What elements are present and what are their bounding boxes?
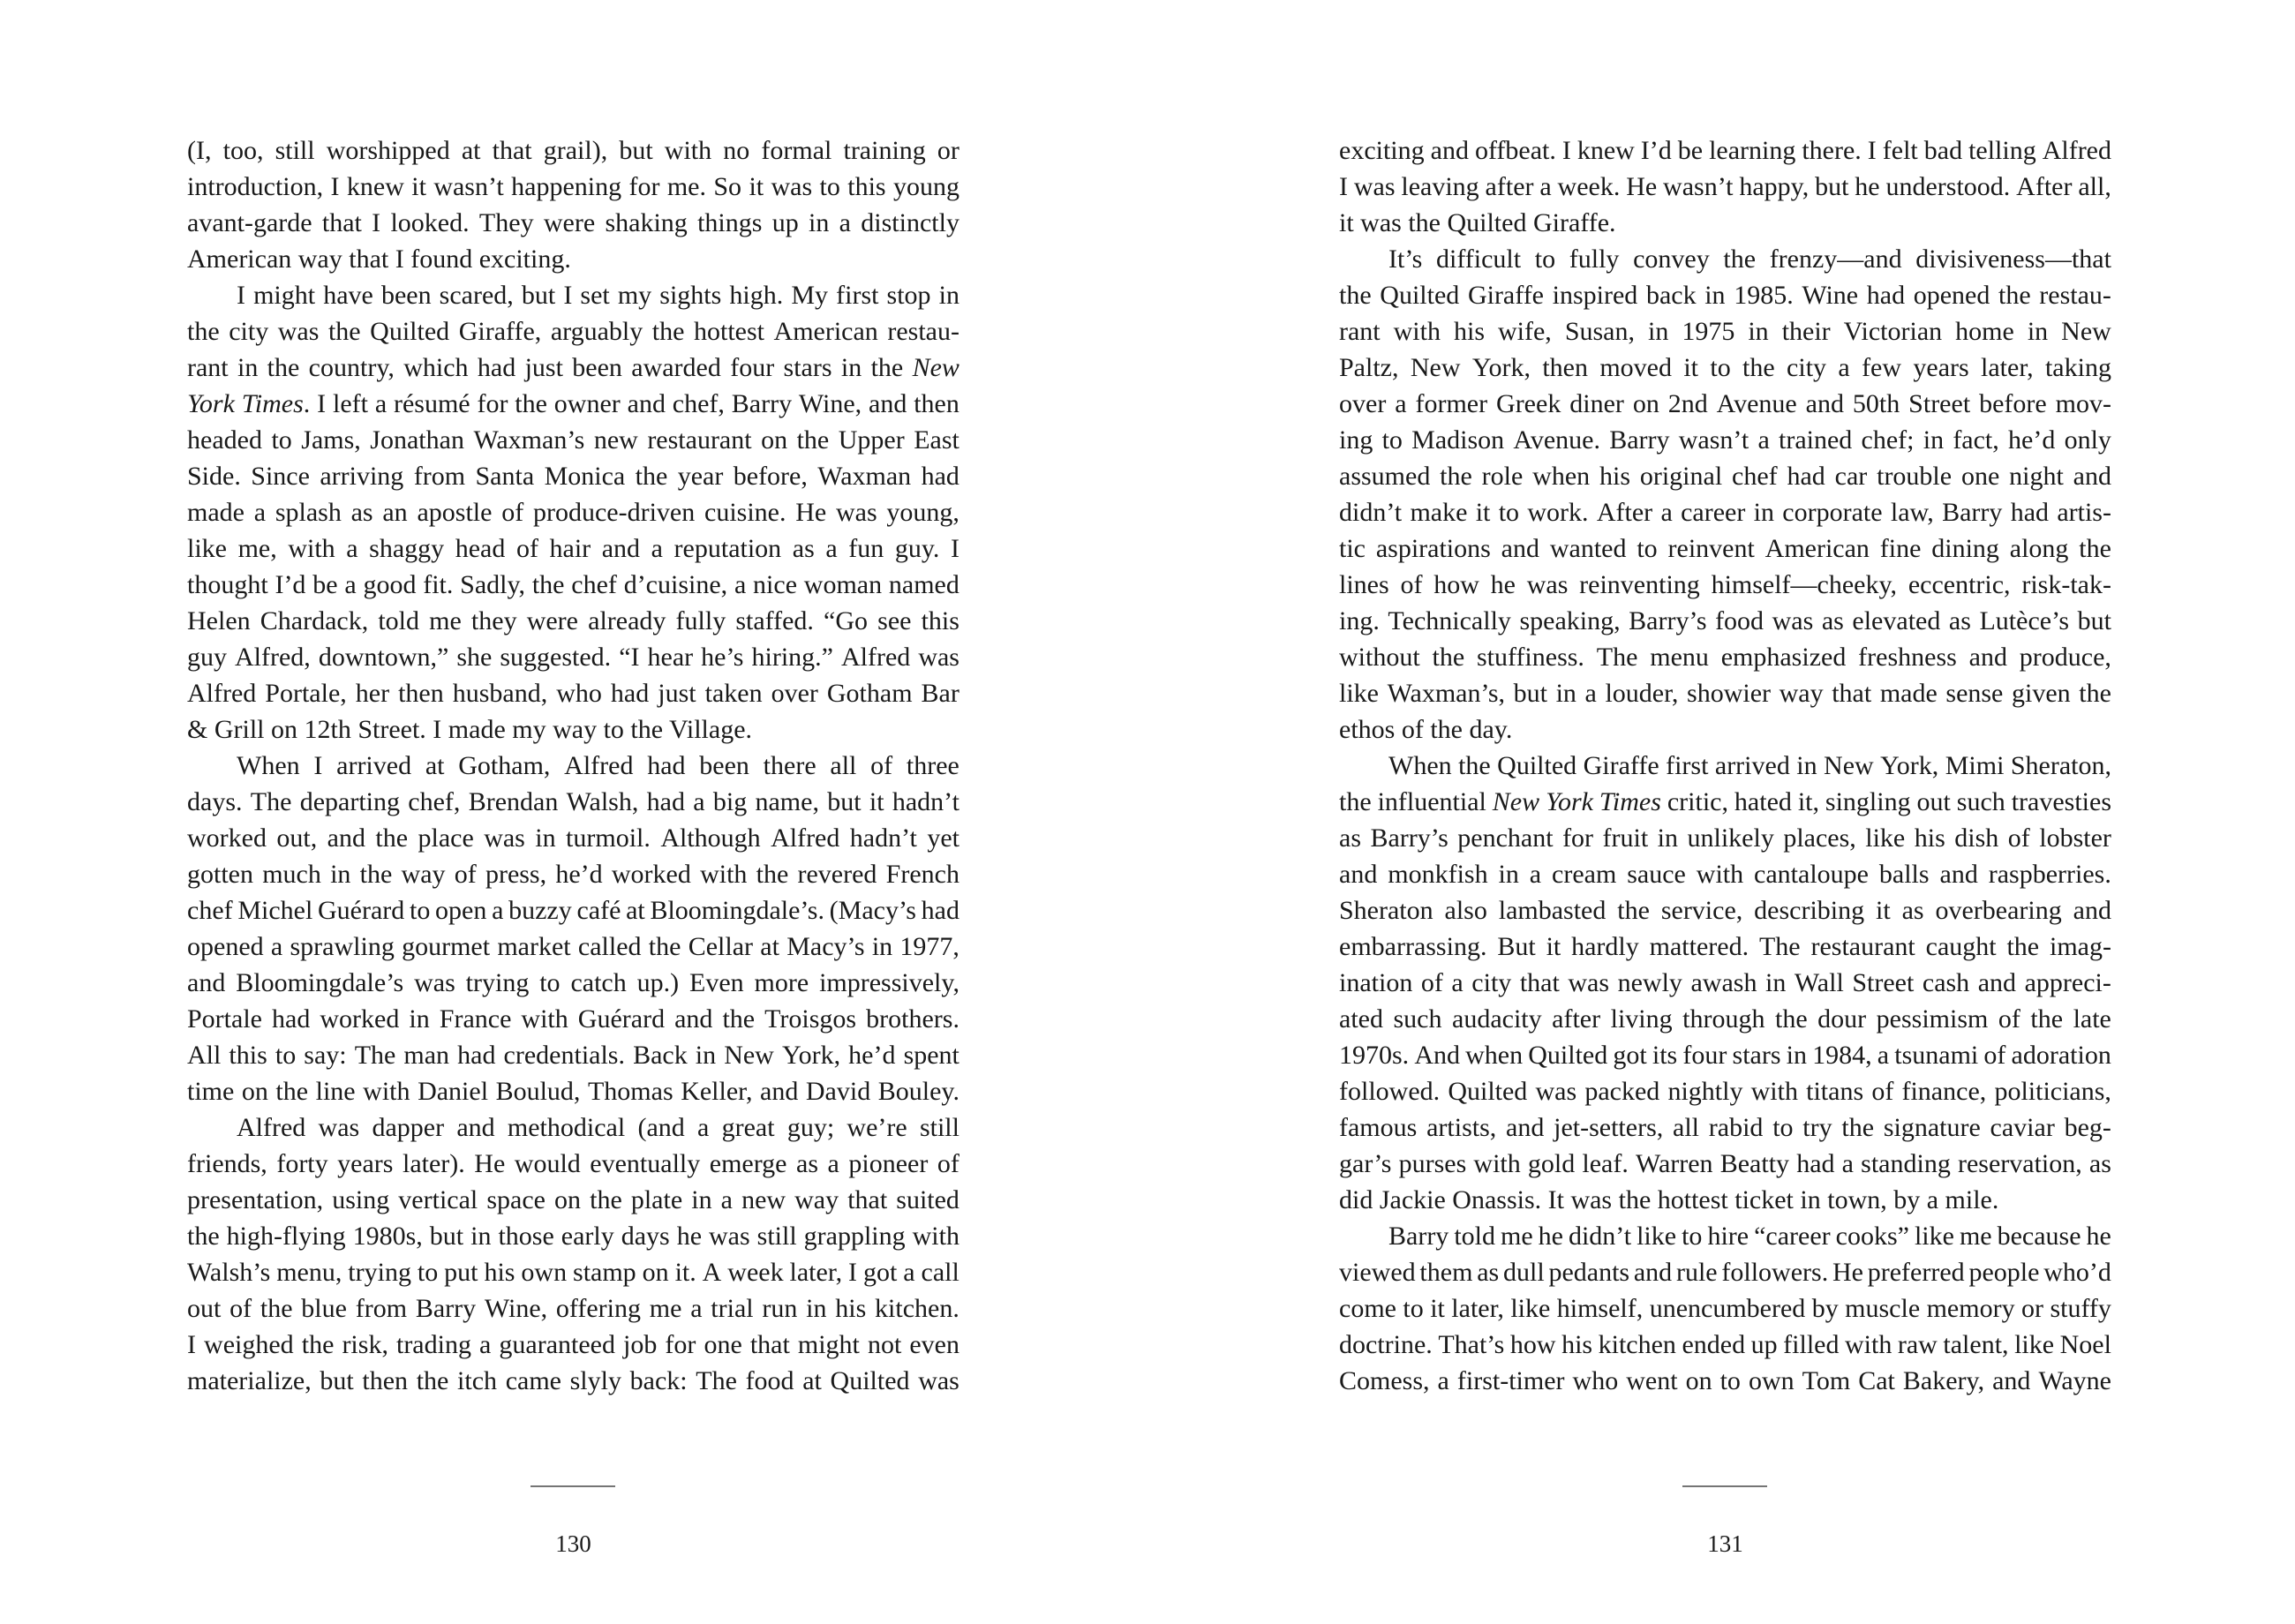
text-line: When the Quilted Giraffe first arrived in New York, Mimi Sheraton, [1388, 751, 2111, 780]
text-line: Portale had worked in France with Guérard and the Troisgos brothers. [187, 1004, 959, 1034]
text-line: Helen Chardack, told me they were already fully staffed. “Go see this [187, 606, 959, 635]
text-line: worked out, and the place was in turmoil. Although Alfred hadn’t yet [187, 823, 959, 853]
text-line: (I, too, still worshipped at that grail), but with no formal training or [187, 136, 959, 165]
text-line: ination of a city that was newly awash in Wall Street cash and appreci- [1339, 968, 2111, 997]
text-line: the influential New York Times critic, hated it, singling out such travesties [1339, 787, 2111, 816]
text-line: ing. Technically speaking, Barry’s food was as elevated as Lutèce’s but [1339, 606, 2111, 635]
text-line: famous artists, and jet-setters, all rabid to try the signature caviar beg- [1339, 1113, 2111, 1142]
text-line: opened a sprawling gourmet market called the Cellar at Macy’s in 1977, [187, 932, 959, 961]
text-line: Walsh’s menu, trying to put his own stamp on it. A week later, I got a call [187, 1258, 959, 1287]
text-line: York Times. I left a résumé for the owner and chef, Barry Wine, and then [187, 389, 959, 418]
page-number: 131 [1707, 1530, 1743, 1557]
text-line: and Bloomingdale’s was trying to catch up.) Even more impressively, [187, 968, 959, 997]
text-line: lines of how he was reinventing himself—cheeky, eccentric, risk-tak- [1339, 570, 2111, 599]
text-line: I weighed the risk, trading a guaranteed job for one that might not even [187, 1330, 959, 1359]
text-line: assumed the role when his original chef had car trouble one night and [1339, 462, 2111, 491]
text-line: Sheraton also lambasted the service, describing it as overbearing and [1339, 896, 2111, 925]
text-line: followed. Quilted was packed nightly with titans of finance, politicians, [1339, 1077, 2111, 1106]
text-line: rant with his wife, Susan, in 1975 in their Victorian home in New [1339, 317, 2111, 346]
text-line: Side. Since arriving from Santa Monica the year before, Waxman had [187, 462, 959, 491]
page-right [1148, 0, 2295, 1624]
text-line: tic aspirations and wanted to reinvent American fine dining along the [1339, 534, 2111, 563]
text-column-right [1339, 132, 2111, 1399]
text-line: without the stuffiness. The menu emphasized freshness and produce, [1339, 643, 2111, 672]
text-line: as Barry’s penchant for fruit in unlikely places, like his dish of lobster [1339, 823, 2111, 853]
footer-rule [1682, 1485, 1767, 1487]
text-line: gotten much in the way of press, he’d worked with the revered French [187, 860, 959, 889]
text-line: avant-garde that I looked. They were shaking things up in a distinctly [187, 208, 959, 237]
page-number: 130 [555, 1530, 591, 1557]
footer-rule [530, 1485, 615, 1487]
text-line: time on the line with Daniel Boulud, Thomas Keller, and David Bouley. [187, 1077, 959, 1106]
text-line: gar’s purses with gold leaf. Warren Beatty had a standing reservation, as [1339, 1149, 2111, 1178]
text-line: didn’t make it to work. After a career in corporate law, Barry had artis- [1339, 498, 2111, 527]
text-line: doctrine. That’s how his kitchen ended up filled with raw talent, like Noel [1339, 1330, 2111, 1359]
text-line: like me, with a shaggy head of hair and a reputation as a fun guy. I [187, 534, 959, 563]
text-line: thought I’d be a good fit. Sadly, the chef d’cuisine, a nice woman named [187, 570, 959, 599]
text-line: It’s difficult to fully convey the frenzy—and divisiveness—that [1388, 244, 2111, 274]
text-line: Paltz, New York, then moved it to the city a few years later, taking [1339, 353, 2111, 382]
text-line: ing to Madison Avenue. Barry wasn’t a trained chef; in fact, he’d only [1339, 425, 2111, 455]
text-line: over a former Greek diner on 2nd Avenue and 50th Street before mov- [1339, 389, 2111, 418]
text-line: viewed them as dull pedants and rule followers. He preferred people who’d [1339, 1258, 2111, 1287]
text-line: exciting and offbeat. I knew I’d be learning there. I felt bad telling Alfred [1339, 136, 2111, 165]
text-line: headed to Jams, Jonathan Waxman’s new restaurant on the Upper East [187, 425, 959, 455]
text-line: friends, forty years later). He would eventually emerge as a pioneer of [187, 1149, 959, 1178]
text-line: the high-flying 1980s, but in those early days he was still grappling with [187, 1222, 959, 1251]
text-line: introduction, I knew it wasn’t happening for me. So it was to this young [187, 172, 959, 201]
text-line: like Waxman’s, but in a louder, showier way that made sense given the [1339, 679, 2111, 708]
text-line: did Jackie Onassis. It was the hottest ticket in town, by a mile. [1339, 1185, 1999, 1214]
text-line: Alfred was dapper and methodical (and a great guy; we’re still [237, 1113, 959, 1142]
text-line: the Quilted Giraffe inspired back in 1985. Wine had opened the restau- [1339, 281, 2111, 310]
text-column-left [187, 132, 959, 1399]
text-line: Alfred Portale, her then husband, who had just taken over Gotham Bar [187, 679, 959, 708]
text-line: rant in the country, which had just been awarded four stars in the New [187, 353, 959, 382]
text-line: out of the blue from Barry Wine, offering me a trial run in his kitchen. [187, 1294, 959, 1323]
text-line: the city was the Quilted Giraffe, arguably the hottest American restau- [187, 317, 959, 346]
text-line: When I arrived at Gotham, Alfred had been there all of three [237, 751, 959, 780]
text-line: days. The departing chef, Brendan Walsh, had a big name, but it hadn’t [187, 787, 959, 816]
text-line: embarrassing. But it hardly mattered. The restaurant caught the imag- [1339, 932, 2111, 961]
text-line: I was leaving after a week. He wasn’t happy, but he understood. After all, [1339, 172, 2111, 201]
text-line: materialize, but then the itch came slyly back: The food at Quilted was [187, 1366, 959, 1395]
text-line: ated such audacity after living through the dour pessimism of the late [1339, 1004, 2111, 1034]
text-line: All this to say: The man had credentials. Back in New York, he’d spent [187, 1041, 959, 1070]
text-line: & Grill on 12th Street. I made my way to the Village. [187, 715, 753, 744]
text-line: and monkfish in a cream sauce with cantaloupe balls and raspberries. [1339, 860, 2111, 889]
text-line: presentation, using vertical space on the plate in a new way that suited [187, 1185, 959, 1214]
text-line: Comess, a first-timer who went on to own Tom Cat Bakery, and Wayne [1339, 1366, 2111, 1395]
text-line: chef Michel Guérard to open a buzzy café at Bloomingdale’s. (Macy’s had [187, 896, 959, 925]
text-line: American way that I found exciting. [187, 244, 571, 274]
text-line: ethos of the day. [1339, 715, 1513, 744]
text-line: Barry told me he didn’t like to hire “career cooks” like me because he [1388, 1222, 2111, 1251]
text-line: come to it later, like himself, unencumbered by muscle memory or stuffy [1339, 1294, 2111, 1323]
text-line: I might have been scared, but I set my sights high. My first stop in [237, 281, 959, 310]
text-line: made a splash as an apostle of produce-driven cuisine. He was young, [187, 498, 959, 527]
text-line: guy Alfred, downtown,” she suggested. “I hear he’s hiring.” Alfred was [187, 643, 959, 672]
text-line: it was the Quilted Giraffe. [1339, 208, 1616, 237]
text-line: 1970s. And when Quilted got its four stars in 1984, a tsunami of adoration [1339, 1041, 2111, 1070]
